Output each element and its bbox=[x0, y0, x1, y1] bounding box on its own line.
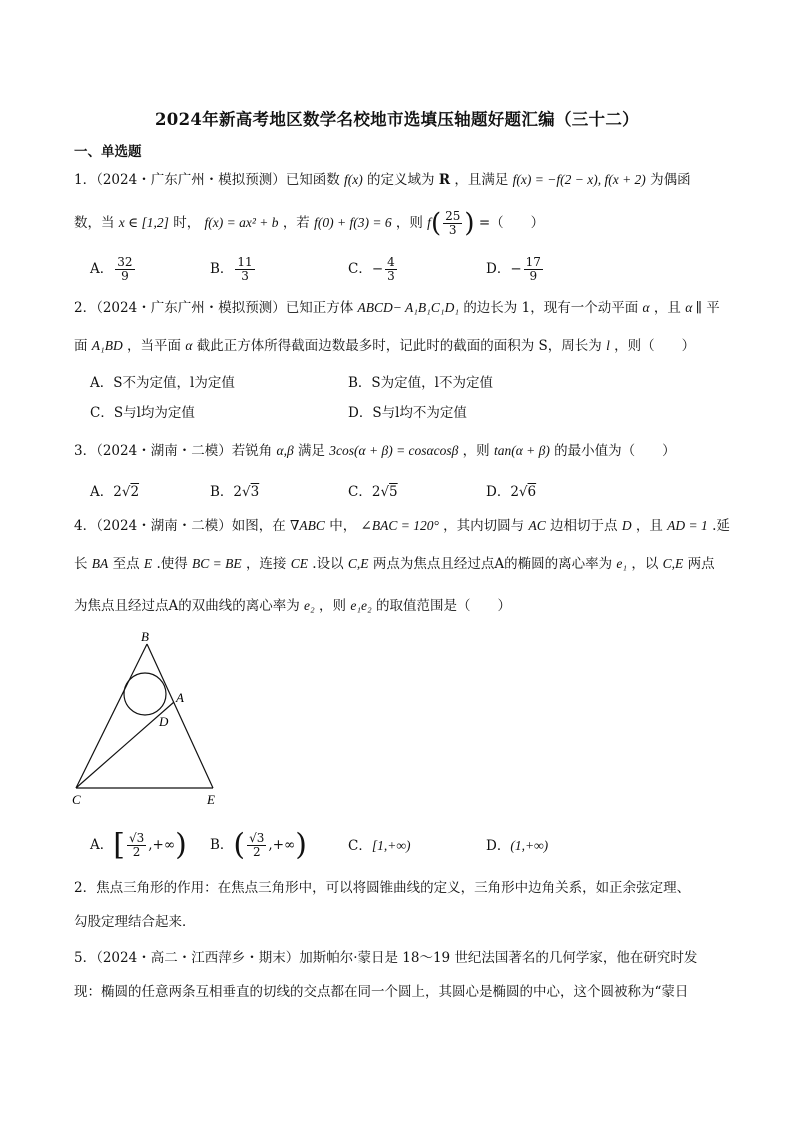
option-label: C． bbox=[348, 261, 372, 278]
option-radicand: 2 bbox=[130, 484, 140, 500]
q4-text: 中， bbox=[329, 518, 357, 534]
q1-text: ，且满足 bbox=[454, 172, 509, 188]
q3-option-c[interactable]: C．2√5 bbox=[348, 484, 398, 500]
page-title: 2024年新高考地区数学名校地市选填压轴题好题汇编（三十二） bbox=[155, 110, 639, 129]
q1-condition: f(x) = −f(2 − x), f(x + 2) bbox=[512, 172, 646, 187]
note-line1: 2．焦点三角形的作用：在焦点三角形中，可以将圆锥曲线的定义，三角形中边角关系，如正余弦定理、 bbox=[74, 880, 691, 896]
q4-triangle: ∇ABC bbox=[290, 518, 325, 533]
q4-option-c[interactable] bbox=[348, 836, 410, 856]
q4-text: ，以 bbox=[631, 556, 659, 572]
q4-text: 为焦点且经过点A的双曲线的离心率为 bbox=[74, 598, 300, 614]
numerator: 11 bbox=[237, 255, 253, 269]
left-paren: ( bbox=[430, 208, 442, 239]
q1-option-c[interactable] bbox=[348, 256, 399, 283]
option-fraction bbox=[385, 256, 397, 283]
q2-plane: α bbox=[185, 338, 193, 353]
q1-text: 数，当 bbox=[74, 215, 115, 232]
option-coefficient: 2 bbox=[371, 484, 381, 500]
q2-text: ，则（ ） bbox=[614, 338, 696, 354]
q1-definition: f(x) = ax² + b bbox=[204, 215, 279, 231]
q4-angle: ∠BAC = 120° bbox=[360, 518, 439, 533]
q3-target: tan(α + β) bbox=[493, 443, 550, 458]
option-label: A． bbox=[90, 837, 114, 854]
q4-text: .设以 bbox=[312, 556, 344, 572]
denominator: 9 bbox=[121, 269, 129, 284]
q1-option-d[interactable] bbox=[486, 256, 545, 283]
q4-option-b[interactable] bbox=[210, 827, 307, 863]
section-heading: 一、单选题 bbox=[74, 144, 142, 160]
q2-text: 平 bbox=[706, 300, 720, 316]
option-fraction bbox=[235, 256, 254, 283]
q4-text: ，其内切圆与 bbox=[443, 518, 525, 534]
right-paren: ) bbox=[464, 208, 475, 239]
option-label: C． bbox=[348, 484, 372, 500]
q4-line2 bbox=[74, 554, 715, 574]
numerator: √3 bbox=[128, 831, 145, 845]
q4-product: e₁e₂ bbox=[350, 598, 372, 613]
q3-line1 bbox=[74, 441, 676, 461]
q1-line1 bbox=[74, 170, 691, 190]
q4-point: D bbox=[621, 518, 632, 533]
label-d: D bbox=[159, 714, 169, 729]
q4-line3 bbox=[74, 596, 511, 616]
option-rest: ,+∞ bbox=[148, 837, 176, 854]
q2-parallel: α ∥ bbox=[685, 300, 702, 315]
q3-option-a[interactable]: A．2√2 bbox=[90, 484, 140, 500]
q1-sum-condition: f(0) + f(3) = 6 bbox=[314, 215, 392, 231]
q4-length: AD = 1 bbox=[667, 518, 708, 533]
option-sign: − bbox=[371, 261, 384, 278]
close-bracket: ) bbox=[295, 827, 307, 863]
note-line2: 勾股定理结合起来． bbox=[74, 914, 196, 930]
option-label: D． bbox=[486, 261, 511, 278]
denominator: 3 bbox=[387, 269, 395, 284]
triangle-figure bbox=[70, 628, 230, 808]
q2-plane: α bbox=[642, 300, 650, 315]
q4-text: 长 bbox=[74, 556, 88, 572]
q1-option-b[interactable] bbox=[210, 256, 257, 283]
q1-option-a[interactable] bbox=[90, 256, 137, 283]
denominator: 9 bbox=[529, 269, 538, 284]
incircle bbox=[124, 673, 166, 715]
q4-text: .延 bbox=[712, 518, 730, 534]
q1-query-fraction bbox=[443, 210, 462, 237]
option-rest: ,+∞ bbox=[268, 837, 296, 854]
q4-text: ，则 bbox=[319, 598, 347, 614]
option-radicand: 3 bbox=[250, 484, 260, 500]
q4-text: ，连接 bbox=[245, 556, 287, 572]
q2-text: ，且 bbox=[653, 300, 681, 316]
q1-line2 bbox=[74, 210, 544, 237]
q4-option-a[interactable] bbox=[90, 827, 187, 863]
option-coefficient: 2 bbox=[233, 484, 243, 500]
q1-interval: x ∈ [1,2] bbox=[118, 215, 169, 231]
q4-text: 4．（2024・湖南・二模）如图，在 bbox=[74, 518, 286, 534]
option-interval: (1,+∞) bbox=[510, 838, 549, 853]
q4-eccentricity: e₁ bbox=[616, 556, 628, 571]
numerator: √3 bbox=[249, 831, 265, 845]
q2-text: ，当平面 bbox=[127, 338, 182, 354]
label-c: C bbox=[72, 792, 81, 807]
option-label: C． bbox=[348, 838, 372, 854]
numerator: 32 bbox=[117, 255, 133, 269]
q3-text: ，则 bbox=[462, 443, 490, 459]
q2-plane-a1bd: A₁BD bbox=[91, 338, 123, 353]
q2-cube: ABCD− A₁B₁C₁D₁ bbox=[357, 300, 460, 315]
q1-function: f(x) bbox=[344, 172, 363, 187]
label-a: A bbox=[176, 690, 184, 705]
q4-option-d[interactable] bbox=[486, 836, 548, 856]
q3-angles: α,β bbox=[276, 443, 294, 458]
numerator: 4 bbox=[387, 255, 395, 269]
q4-segment: BA bbox=[91, 556, 109, 571]
q4-text: 两点 bbox=[687, 556, 715, 572]
denominator: 2 bbox=[132, 845, 141, 860]
q2-text: 截此正方体所得截面边数最多时，记此时的截面的面积为 S，周长为 bbox=[196, 338, 602, 354]
option-label: A． bbox=[90, 261, 114, 278]
option-fraction bbox=[247, 832, 266, 859]
q2-text: 面 bbox=[74, 338, 88, 354]
q3-text: 满足 bbox=[297, 443, 325, 459]
option-interval: [1,+∞) bbox=[371, 838, 411, 853]
option-fraction bbox=[115, 256, 134, 283]
q1-text: ，若 bbox=[282, 215, 310, 232]
q4-text: 两点为焦点且经过点A的椭圆的离心率为 bbox=[372, 556, 613, 572]
label-b: B bbox=[141, 629, 149, 644]
option-sign: − bbox=[510, 261, 522, 278]
q2-perimeter: l bbox=[606, 338, 610, 353]
numerator: 17 bbox=[525, 255, 541, 269]
q2-option-b[interactable]: B．S为定值，l不为定值 bbox=[348, 375, 493, 391]
q4-text: 边相切于点 bbox=[550, 518, 618, 534]
option-fraction bbox=[524, 256, 543, 283]
option-fraction bbox=[127, 832, 146, 859]
q4-equality: BC = BE bbox=[192, 556, 242, 571]
side-be bbox=[147, 644, 213, 788]
q4-text: .使得 bbox=[156, 556, 188, 572]
q1-text: 的定义域为 bbox=[367, 172, 435, 188]
q2-line1 bbox=[74, 298, 720, 318]
open-bracket: ( bbox=[233, 827, 246, 863]
option-radicand: 5 bbox=[389, 484, 398, 500]
q4-text: 的取值范围是（ ） bbox=[376, 598, 511, 614]
q1-text: =（ ） bbox=[478, 215, 545, 232]
option-label: A． bbox=[90, 484, 114, 500]
q4-line1 bbox=[74, 516, 730, 536]
denominator: 3 bbox=[448, 223, 457, 238]
q1-query-function: f bbox=[427, 215, 431, 231]
denominator: 3 bbox=[241, 269, 249, 284]
q2-option-d[interactable]: D．S与l均不为定值 bbox=[348, 405, 467, 421]
numerator: 25 bbox=[445, 209, 461, 223]
q4-text: ，且 bbox=[635, 518, 663, 534]
q3-option-b[interactable]: B．2√3 bbox=[210, 484, 260, 500]
q2-line2 bbox=[74, 336, 695, 356]
q1-text: 为偶函 bbox=[650, 172, 691, 188]
q2-option-a[interactable]: A．S不为定值，l为定值 bbox=[90, 375, 235, 391]
q4-foci: C,E bbox=[662, 556, 684, 571]
q2-option-c[interactable]: C．S与l均为定值 bbox=[90, 405, 195, 421]
option-radicand: 6 bbox=[527, 484, 537, 500]
q3-text: 的最小值为（ ） bbox=[554, 443, 676, 459]
option-coefficient: 2 bbox=[113, 484, 122, 500]
q1-domain-symbol: R bbox=[438, 172, 451, 188]
q2-text: 2．（2024・广东广州・模拟预测）已知正方体 bbox=[74, 300, 354, 316]
option-label: B． bbox=[210, 484, 234, 500]
option-label: D． bbox=[486, 484, 511, 500]
q5-line2: 现：椭圆的任意两条互相垂直的切线的交点都在同一个圆上，其圆心是椭圆的中心，这个圆被称为“蒙日 bbox=[74, 984, 689, 1000]
option-label: B． bbox=[210, 261, 234, 278]
open-bracket: [ bbox=[113, 827, 125, 863]
q4-eccentricity: e₂ bbox=[304, 598, 315, 613]
q3-option-d[interactable]: D．2√6 bbox=[486, 484, 537, 500]
denominator: 2 bbox=[252, 845, 261, 860]
q4-text: 至点 bbox=[112, 556, 140, 572]
label-e: E bbox=[207, 792, 215, 807]
q5-line1: 5．（2024・高二・江西萍乡・期末）加斯帕尔·蒙日是 18～19 世纪法国著名的几何学家，他在研究时发 bbox=[74, 950, 698, 966]
q4-side: AC bbox=[528, 518, 546, 533]
option-label: D． bbox=[486, 838, 511, 854]
close-bracket: ) bbox=[175, 827, 187, 863]
q4-point: E bbox=[143, 556, 153, 571]
q3-condition: 3cos(α + β) = cosαcosβ bbox=[329, 443, 459, 458]
q2-text: 的边长为 1，现有一个动平面 bbox=[463, 300, 639, 316]
q1-text: 1．（2024・广东广州・模拟预测）已知函数 bbox=[74, 172, 340, 188]
q1-text: 时， bbox=[173, 215, 201, 232]
q4-foci: C,E bbox=[347, 556, 369, 571]
q1-text: ，则 bbox=[395, 215, 423, 232]
option-coefficient: 2 bbox=[510, 484, 519, 500]
side-bc bbox=[76, 644, 147, 788]
q4-segment: CE bbox=[290, 556, 308, 571]
option-label: B． bbox=[210, 837, 234, 854]
q3-text: 3．（2024・湖南・二模）若锐角 bbox=[74, 443, 273, 459]
